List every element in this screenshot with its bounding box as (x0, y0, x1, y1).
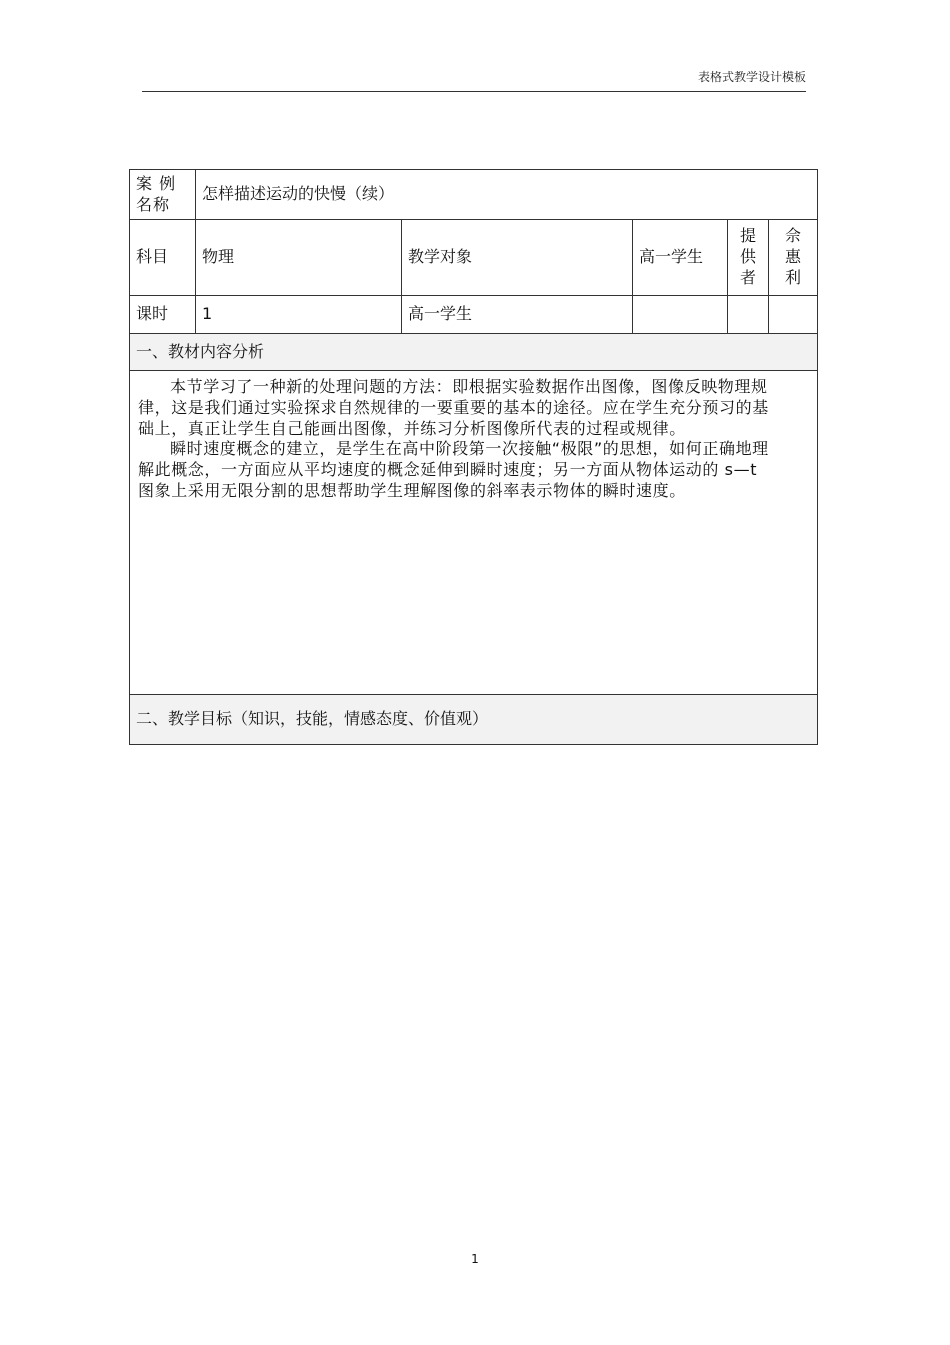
case-name-row (130, 170, 818, 220)
provider-name-char: 佘 (785, 226, 802, 246)
section1-body (130, 371, 818, 695)
subject-label: 科目 (130, 220, 196, 296)
target-label: 教学对象 (402, 220, 633, 296)
target-value: 高一学生 (633, 220, 728, 296)
section2-heading: 二、教学目标（知识，技能，情感态度、价值观） (130, 695, 818, 745)
header-divider (142, 91, 806, 92)
provider-label-char: 提 (739, 226, 756, 246)
class-hours-extra: 高一学生 (402, 296, 633, 334)
lesson-plan-table (129, 169, 818, 745)
section1-heading-row (130, 334, 818, 371)
page-number: 1 (471, 1252, 479, 1266)
document-header-label: 表格式教学设计模板 (697, 70, 806, 84)
provider-name-char: 利 (785, 267, 802, 287)
section1-paragraph-2: 瞬时速度概念的建立，是学生在高中阶段第一次接触“极限”的思想，如何正确地理解此概念，一方面应从平均速度的概念延伸到瞬时速度；另一方面从物体运动的 s—t 图象上采用无限分割的思想帮助学生理解图像的斜率表示物体的瞬时速度。 (138, 439, 769, 500)
case-label-line1: 案 例 (136, 173, 177, 193)
case-title: 怎样描述运动的快慢（续） (196, 170, 818, 220)
section1-paragraph-1: 本节学习了一种新的处理问题的方法：即根据实验数据作出图像，图像反映物理规律，这是我们通过实验探求自然规律的一要重要的基本的途径。应在学生充分预习的基础上，真正让学生自己能画出图像，并练习分析图像所代表的过程或规律。 (138, 377, 769, 438)
section1-body-row (130, 371, 818, 695)
provider-label (728, 220, 769, 296)
empty-cell (633, 296, 728, 334)
empty-cell (728, 296, 769, 334)
subject-row (130, 220, 818, 296)
class-hours-label: 课时 (130, 296, 196, 334)
class-hours-row (130, 296, 818, 334)
provider-label-char: 者 (739, 267, 756, 287)
section1-heading: 一、教材内容分析 (130, 334, 818, 371)
case-name-label (130, 170, 196, 220)
subject-value: 物理 (196, 220, 402, 296)
provider-name (769, 220, 818, 296)
provider-label-char: 供 (739, 247, 756, 267)
section2-heading-row (130, 695, 818, 745)
class-hours-value: 1 (196, 296, 402, 334)
provider-name-char: 惠 (785, 247, 802, 267)
empty-cell (769, 296, 818, 334)
case-label-line2: 名称 (136, 194, 171, 214)
